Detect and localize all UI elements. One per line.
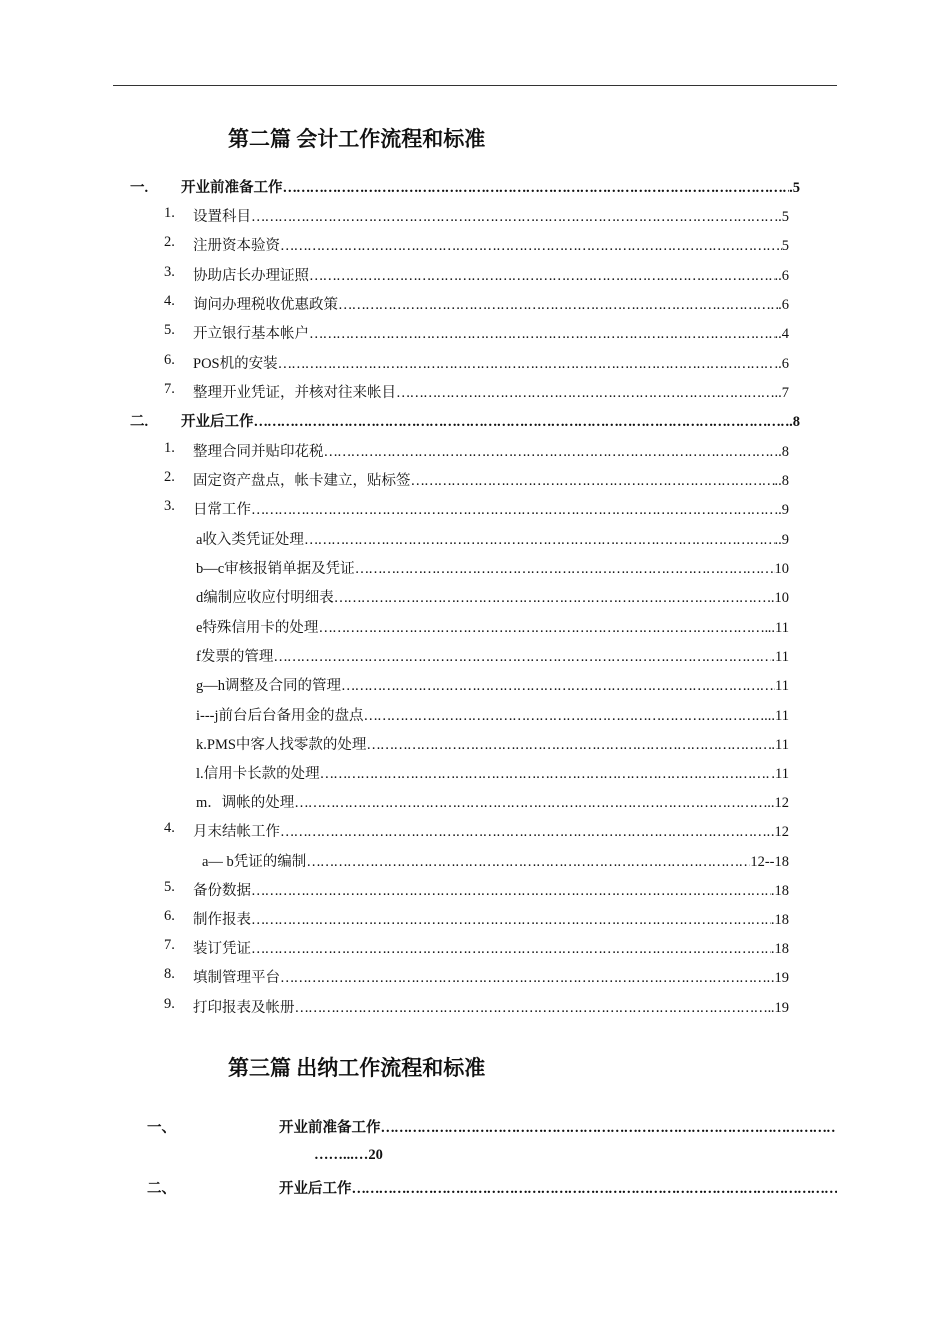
leader-dots xyxy=(251,941,771,958)
leader-dots xyxy=(381,1120,838,1137)
leader-dots xyxy=(338,297,778,314)
toc-entry-page: .8 xyxy=(778,444,789,460)
leader-dots xyxy=(278,356,775,373)
toc-entry-label: e特殊信用卡的处理 xyxy=(196,620,319,636)
toc-entry-label: a— b凭证的编制 xyxy=(202,854,307,870)
leader-dots xyxy=(306,854,750,871)
toc-section[interactable] xyxy=(130,176,800,198)
toc-entry-page: ..8 xyxy=(774,473,789,489)
leader-dots xyxy=(273,649,771,666)
leader-dots xyxy=(304,532,775,549)
toc-entry-page: .6 xyxy=(778,297,789,313)
toc-entry-number: 6. xyxy=(164,352,175,368)
toc-section[interactable] xyxy=(147,1177,837,1199)
toc-subentry[interactable] xyxy=(196,733,789,755)
leader-dots xyxy=(280,824,771,841)
toc-entry-label: 打印报表及帐册 xyxy=(193,1000,295,1016)
toc-entry-page: ..10 xyxy=(767,590,789,606)
toc-entry-label: 设置科目 xyxy=(193,209,251,225)
leader-dots xyxy=(352,1181,838,1198)
toc-entry-page: ..11 xyxy=(767,620,789,636)
toc-entry[interactable] xyxy=(164,234,789,256)
toc-entry-page: .19 xyxy=(770,970,789,986)
toc-entry[interactable] xyxy=(164,352,789,374)
toc-entry-page: ...11 xyxy=(764,708,789,724)
toc-entry-number: 6. xyxy=(164,908,175,924)
toc-entry-page: .18 xyxy=(770,883,789,899)
toc-subentry[interactable] xyxy=(202,850,789,872)
toc-entry[interactable] xyxy=(164,996,789,1018)
toc-section-label: 开业后工作 xyxy=(279,1181,352,1197)
leader-dots xyxy=(366,737,771,754)
toc-section[interactable] xyxy=(147,1116,837,1138)
toc-entry-number: 4. xyxy=(164,820,175,836)
toc-entry-page: 12--18 xyxy=(750,854,789,870)
toc-section-page: ……...…20 xyxy=(314,1147,383,1163)
leader-dots xyxy=(324,444,779,461)
toc-entry-page: .11 xyxy=(771,766,789,782)
toc-section[interactable] xyxy=(130,410,800,432)
leader-dots xyxy=(254,414,790,431)
toc-entry-page: ..9 xyxy=(774,502,789,518)
toc-entry-label: m．调帐的处理 xyxy=(196,795,295,811)
toc-entry[interactable] xyxy=(164,322,789,344)
leader-dots xyxy=(334,590,768,607)
toc-entry-page: 10 xyxy=(774,561,789,577)
toc-section-page: .5 xyxy=(789,180,800,196)
toc-entry-page: ..9 xyxy=(774,532,789,548)
toc-entry-page: .19 xyxy=(770,1000,789,1016)
leader-dots xyxy=(411,473,775,490)
toc-section-number: 一、 xyxy=(147,1120,176,1136)
toc-entry[interactable] xyxy=(164,966,789,988)
leader-dots xyxy=(318,620,767,637)
header-rule xyxy=(113,85,837,86)
leader-dots xyxy=(295,1000,771,1017)
toc-entry-number: 2. xyxy=(164,234,175,250)
toc-entry-page: 11 xyxy=(775,678,789,694)
leader-dots xyxy=(320,766,772,783)
toc-section-number: 二. xyxy=(130,414,149,430)
toc-entry-label: 固定资产盘点，帐卡建立，贴标签 xyxy=(193,473,411,489)
toc-entry-page: ..6 xyxy=(774,268,789,284)
toc-entry-label: k.PMS中客人找零款的处理 xyxy=(196,737,367,753)
toc-entry-label: f发票的管理 xyxy=(196,649,274,665)
leader-dots xyxy=(396,385,775,402)
toc-subentry[interactable] xyxy=(196,791,789,813)
toc-section-number: 二、 xyxy=(147,1181,176,1197)
toc-section-page: .8 xyxy=(789,414,800,430)
part3-title: 第三篇 出纳工作流程和标准 xyxy=(228,1056,486,1080)
toc-entry-page: ...12 xyxy=(763,795,789,811)
toc-entry-number: 8. xyxy=(164,966,175,982)
leader-dots xyxy=(309,326,775,343)
toc-subentry[interactable] xyxy=(196,674,789,696)
toc-section-label: 开业后工作 xyxy=(181,414,254,430)
toc-entry-page: .11 xyxy=(771,737,789,753)
toc-section-label: 开业前准备工作 xyxy=(181,180,283,196)
toc-entry-page: .18 xyxy=(770,912,789,928)
toc-entry-number: 3. xyxy=(164,264,175,280)
toc-entry-label: g—h调整及合同的管理 xyxy=(196,678,341,694)
toc-entry[interactable] xyxy=(164,469,789,491)
toc-entry-number: 3. xyxy=(164,498,175,514)
toc-entry-label: i---j前台后台备用金的盘点 xyxy=(196,708,364,724)
toc-subentry[interactable] xyxy=(196,528,789,550)
toc-entry-label: d编制应收应付明细表 xyxy=(196,590,334,606)
toc-entry[interactable] xyxy=(164,820,789,842)
toc-section-continuation xyxy=(314,1147,434,1169)
toc-entry-number: 5. xyxy=(164,879,175,895)
toc-entry-number: 5. xyxy=(164,322,175,338)
toc-subentry[interactable] xyxy=(196,762,789,784)
toc-entry-page: 5 xyxy=(781,238,789,254)
toc-entry-label: b—c审核报销单据及凭证 xyxy=(196,561,355,577)
toc-subentry[interactable] xyxy=(196,704,789,726)
leader-dots xyxy=(251,883,771,900)
toc-entry-page: ..4 xyxy=(774,326,789,342)
toc-entry-number: 7. xyxy=(164,937,175,953)
toc-entry-number: 9. xyxy=(164,996,175,1012)
toc-entry-label: 制作报表 xyxy=(193,912,251,928)
leader-dots xyxy=(364,708,765,725)
toc-entry[interactable] xyxy=(164,879,789,901)
toc-entry-page: ..7 xyxy=(774,385,789,401)
toc-entry-label: 日常工作 xyxy=(193,502,251,518)
leader-dots xyxy=(294,795,763,812)
toc-entry-label: 填制管理平台 xyxy=(193,970,280,986)
toc-entry-label: POS机的安装 xyxy=(193,356,278,372)
leader-dots xyxy=(280,970,771,987)
toc-entry-page: .12 xyxy=(770,824,789,840)
toc-entry-label: 整理开业凭证，并核对往来帐目 xyxy=(193,385,396,401)
part2-title: 第二篇 会计工作流程和标准 xyxy=(228,127,486,151)
toc-entry[interactable] xyxy=(164,264,789,286)
toc-entry-page: ..6 xyxy=(774,356,789,372)
toc-entry-number: 7. xyxy=(164,381,175,397)
toc-entry-number: 1. xyxy=(164,440,175,456)
toc-entry-label: 月末结帐工作 xyxy=(193,824,280,840)
toc-entry-label: a收入类凭证处理 xyxy=(196,532,304,548)
toc-entry-label: 开立银行基本帐户 xyxy=(193,326,309,342)
toc-subentry[interactable] xyxy=(196,645,789,667)
toc-entry[interactable] xyxy=(164,293,789,315)
leader-dots xyxy=(280,238,782,255)
toc-entry[interactable] xyxy=(164,908,789,930)
leader-dots xyxy=(355,561,775,578)
toc-entry-label: 装订凭证 xyxy=(193,941,251,957)
leader-dots xyxy=(251,209,775,226)
toc-entry-label: 注册资本验资 xyxy=(193,238,280,254)
toc-subentry[interactable] xyxy=(196,557,789,579)
toc-entry[interactable] xyxy=(164,498,789,520)
toc-entry[interactable] xyxy=(164,440,789,462)
leader-dots xyxy=(251,502,775,519)
toc-entry[interactable] xyxy=(164,205,789,227)
toc-entry-number: 4. xyxy=(164,293,175,309)
toc-entry[interactable] xyxy=(164,381,789,403)
toc-entry-number: 1. xyxy=(164,205,175,221)
toc-entry-label: l.信用卡长款的处理 xyxy=(196,766,320,782)
toc-entry-page: .11 xyxy=(771,649,789,665)
toc-entry-page: ..5 xyxy=(774,209,789,225)
leader-dots xyxy=(251,912,771,929)
toc-entry-page: .18 xyxy=(770,941,789,957)
toc-entry[interactable] xyxy=(164,937,789,959)
toc-subentry[interactable] xyxy=(196,586,789,608)
toc-entry-label: 整理合同并贴印花税 xyxy=(193,444,324,460)
toc-entry-label: 备份数据 xyxy=(193,883,251,899)
toc-section-number: 一. xyxy=(130,180,149,196)
toc-section-label: 开业前准备工作 xyxy=(279,1120,381,1136)
toc-entry-number: 2. xyxy=(164,469,175,485)
toc-entry-label: 询问办理税收优惠政策 xyxy=(193,297,338,313)
toc-subentry[interactable] xyxy=(196,616,789,638)
toc-entry-label: 协助店长办理证照 xyxy=(193,268,309,284)
leader-dots xyxy=(341,678,775,695)
leader-dots xyxy=(283,180,790,197)
leader-dots xyxy=(309,268,775,285)
